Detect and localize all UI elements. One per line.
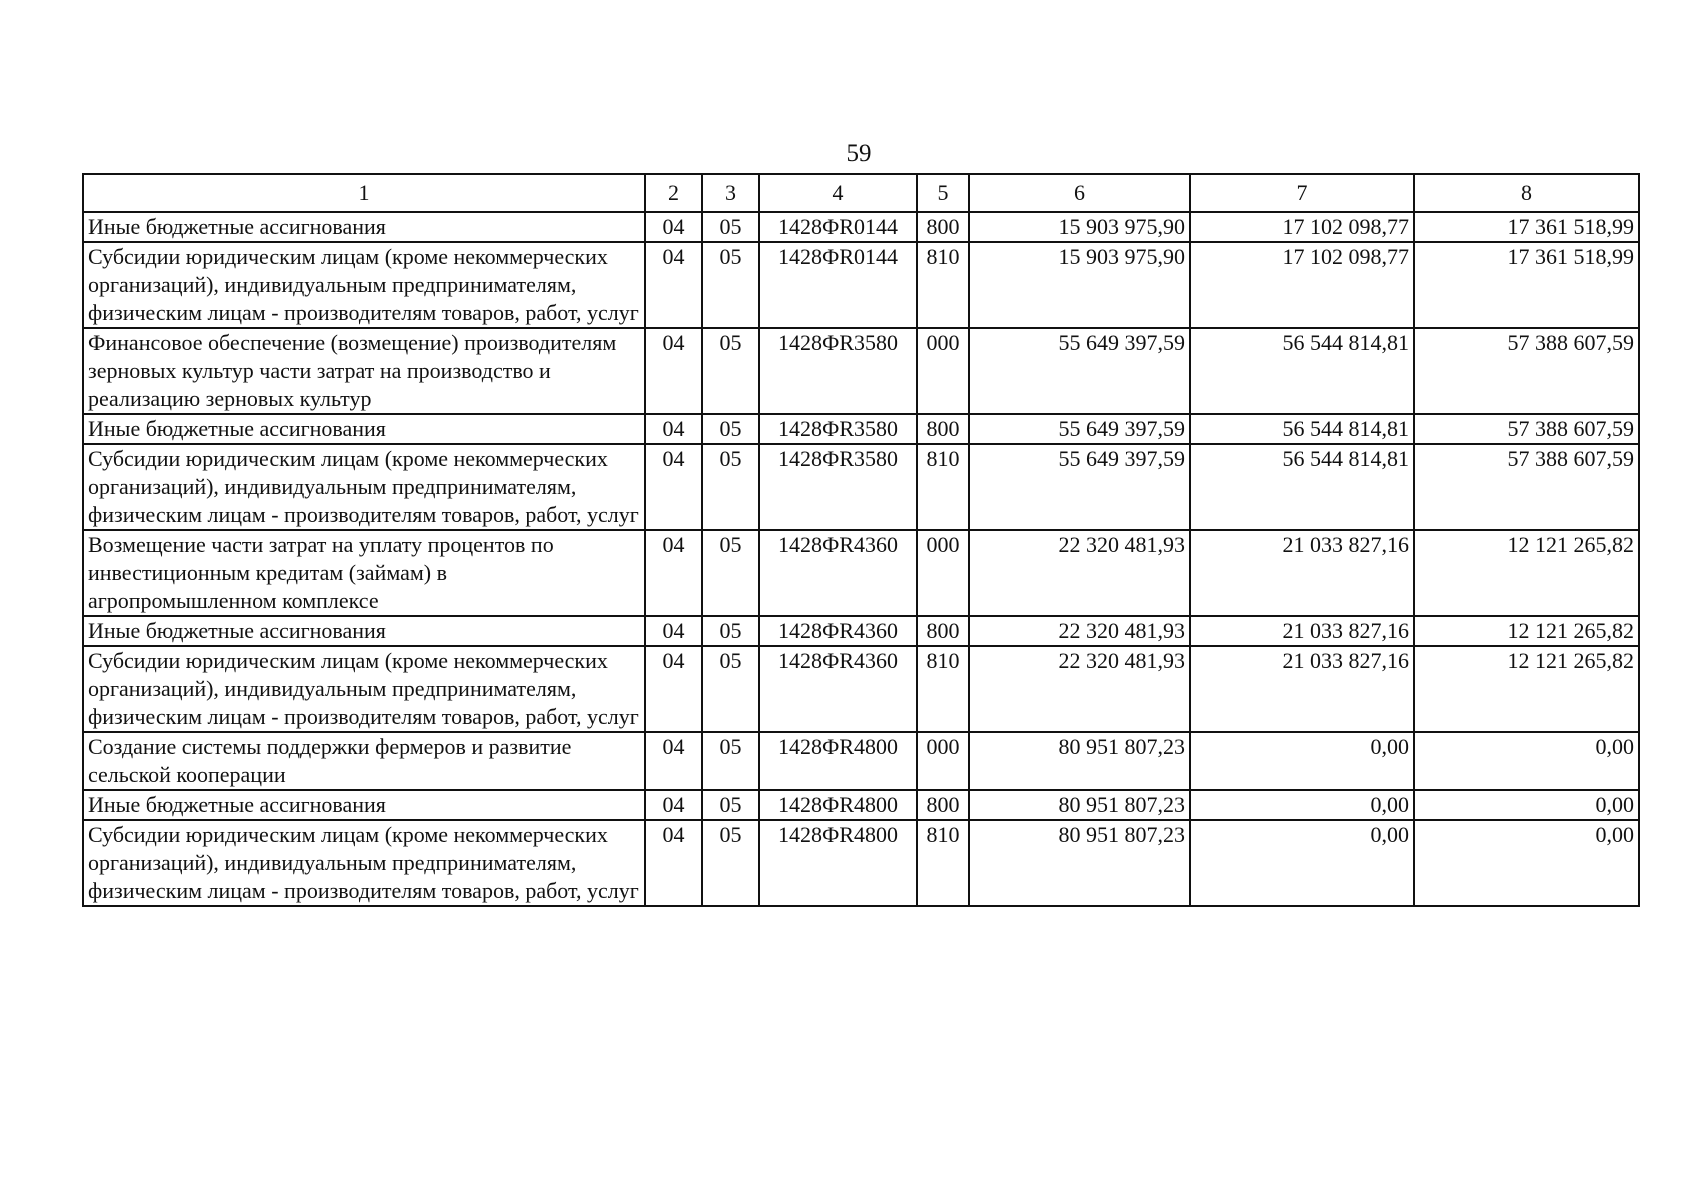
amount-col-7: 21 033 827,16 (1190, 646, 1414, 732)
table-row (83, 212, 1639, 242)
amount-col-8: 57 388 607,59 (1414, 444, 1639, 530)
amount-col-6: 22 320 481,93 (969, 616, 1190, 646)
section-code: 04 (645, 616, 702, 646)
amount-col-7: 0,00 (1190, 732, 1414, 790)
amount-col-6: 80 951 807,23 (969, 820, 1190, 906)
column-header-6: 6 (969, 174, 1190, 212)
section-code: 04 (645, 414, 702, 444)
section-code: 04 (645, 530, 702, 616)
expense-type-code: 800 (917, 790, 969, 820)
target-article-code: 1428ФR3580 (759, 328, 917, 414)
target-article-code: 1428ФR4360 (759, 530, 917, 616)
column-header-7: 7 (1190, 174, 1414, 212)
row-name: Иные бюджетные ассигнования (83, 616, 645, 646)
amount-col-7: 56 544 814,81 (1190, 414, 1414, 444)
table-row (83, 790, 1639, 820)
amount-col-8: 0,00 (1414, 820, 1639, 906)
table-row (83, 242, 1639, 328)
amount-col-6: 15 903 975,90 (969, 212, 1190, 242)
row-name: Субсидии юридическим лицам (кроме некоммерческих организаций), индивидуальным предпринимателям, физическим лицам - производителям товаров, работ, услуг (83, 646, 645, 732)
table-row (83, 616, 1639, 646)
row-name: Финансовое обеспечение (возмещение) производителям зерновых культур части затрат на производство и реализацию зерновых культур (83, 328, 645, 414)
amount-col-6: 22 320 481,93 (969, 646, 1190, 732)
amount-col-8: 12 121 265,82 (1414, 616, 1639, 646)
target-article-code: 1428ФR4800 (759, 732, 917, 790)
section-code: 04 (645, 444, 702, 530)
table-row (83, 328, 1639, 414)
subsection-code: 05 (702, 414, 759, 444)
subsection-code: 05 (702, 328, 759, 414)
table-row (83, 820, 1639, 906)
amount-col-7: 17 102 098,77 (1190, 242, 1414, 328)
row-name: Субсидии юридическим лицам (кроме некоммерческих организаций), индивидуальным предпринимателям, физическим лицам - производителям товаров, работ, услуг (83, 820, 645, 906)
row-name: Создание системы поддержки фермеров и развитие сельской кооперации (83, 732, 645, 790)
expense-type-code: 000 (917, 530, 969, 616)
subsection-code: 05 (702, 820, 759, 906)
column-header-1: 1 (83, 174, 645, 212)
header-row (83, 174, 1639, 212)
amount-col-6: 55 649 397,59 (969, 444, 1190, 530)
amount-col-6: 55 649 397,59 (969, 328, 1190, 414)
amount-col-8: 0,00 (1414, 790, 1639, 820)
amount-col-8: 57 388 607,59 (1414, 328, 1639, 414)
amount-col-7: 21 033 827,16 (1190, 616, 1414, 646)
subsection-code: 05 (702, 790, 759, 820)
subsection-code: 05 (702, 242, 759, 328)
table-row (83, 444, 1639, 530)
target-article-code: 1428ФR0144 (759, 212, 917, 242)
expense-type-code: 000 (917, 732, 969, 790)
target-article-code: 1428ФR4800 (759, 820, 917, 906)
amount-col-7: 56 544 814,81 (1190, 328, 1414, 414)
amount-col-6: 22 320 481,93 (969, 530, 1190, 616)
row-name: Иные бюджетные ассигнования (83, 414, 645, 444)
expense-type-code: 800 (917, 212, 969, 242)
amount-col-6: 55 649 397,59 (969, 414, 1190, 444)
target-article-code: 1428ФR3580 (759, 444, 917, 530)
amount-col-6: 80 951 807,23 (969, 790, 1190, 820)
expense-type-code: 810 (917, 444, 969, 530)
amount-col-7: 0,00 (1190, 790, 1414, 820)
subsection-code: 05 (702, 616, 759, 646)
column-header-4: 4 (759, 174, 917, 212)
table-row (83, 414, 1639, 444)
column-header-2: 2 (645, 174, 702, 212)
table-row (83, 646, 1639, 732)
target-article-code: 1428ФR4800 (759, 790, 917, 820)
expense-type-code: 810 (917, 820, 969, 906)
target-article-code: 1428ФR4360 (759, 646, 917, 732)
page-number: 59 (846, 140, 872, 167)
subsection-code: 05 (702, 530, 759, 616)
section-code: 04 (645, 242, 702, 328)
row-name: Иные бюджетные ассигнования (83, 790, 645, 820)
amount-col-8: 12 121 265,82 (1414, 530, 1639, 616)
amount-col-7: 17 102 098,77 (1190, 212, 1414, 242)
expense-type-code: 800 (917, 616, 969, 646)
target-article-code: 1428ФR3580 (759, 414, 917, 444)
section-code: 04 (645, 212, 702, 242)
subsection-code: 05 (702, 444, 759, 530)
subsection-code: 05 (702, 212, 759, 242)
row-name: Иные бюджетные ассигнования (83, 212, 645, 242)
subsection-code: 05 (702, 646, 759, 732)
table-row (83, 530, 1639, 616)
target-article-code: 1428ФR4360 (759, 616, 917, 646)
amount-col-8: 57 388 607,59 (1414, 414, 1639, 444)
row-name: Возмещение части затрат на уплату процентов по инвестиционным кредитам (займам) в агропромышленном комплексе (83, 530, 645, 616)
expense-type-code: 810 (917, 242, 969, 328)
amount-col-8: 17 361 518,99 (1414, 242, 1639, 328)
amount-col-7: 0,00 (1190, 820, 1414, 906)
expense-type-code: 000 (917, 328, 969, 414)
section-code: 04 (645, 328, 702, 414)
section-code: 04 (645, 732, 702, 790)
expense-type-code: 800 (917, 414, 969, 444)
row-name: Субсидии юридическим лицам (кроме некоммерческих организаций), индивидуальным предпринимателям, физическим лицам - производителям товаров, работ, услуг (83, 444, 645, 530)
amount-col-8: 12 121 265,82 (1414, 646, 1639, 732)
amount-col-6: 15 903 975,90 (969, 242, 1190, 328)
amount-col-6: 80 951 807,23 (969, 732, 1190, 790)
target-article-code: 1428ФR0144 (759, 242, 917, 328)
amount-col-8: 17 361 518,99 (1414, 212, 1639, 242)
amount-col-7: 21 033 827,16 (1190, 530, 1414, 616)
table-row (83, 732, 1639, 790)
row-name: Субсидии юридическим лицам (кроме некоммерческих организаций), индивидуальным предпринимателям, физическим лицам - производителям товаров, работ, услуг (83, 242, 645, 328)
column-header-5: 5 (917, 174, 969, 212)
section-code: 04 (645, 646, 702, 732)
column-header-8: 8 (1414, 174, 1639, 212)
expense-type-code: 810 (917, 646, 969, 732)
amount-col-8: 0,00 (1414, 732, 1639, 790)
amount-col-7: 56 544 814,81 (1190, 444, 1414, 530)
section-code: 04 (645, 820, 702, 906)
subsection-code: 05 (702, 732, 759, 790)
section-code: 04 (645, 790, 702, 820)
column-header-3: 3 (702, 174, 759, 212)
budget-table (82, 173, 1640, 907)
